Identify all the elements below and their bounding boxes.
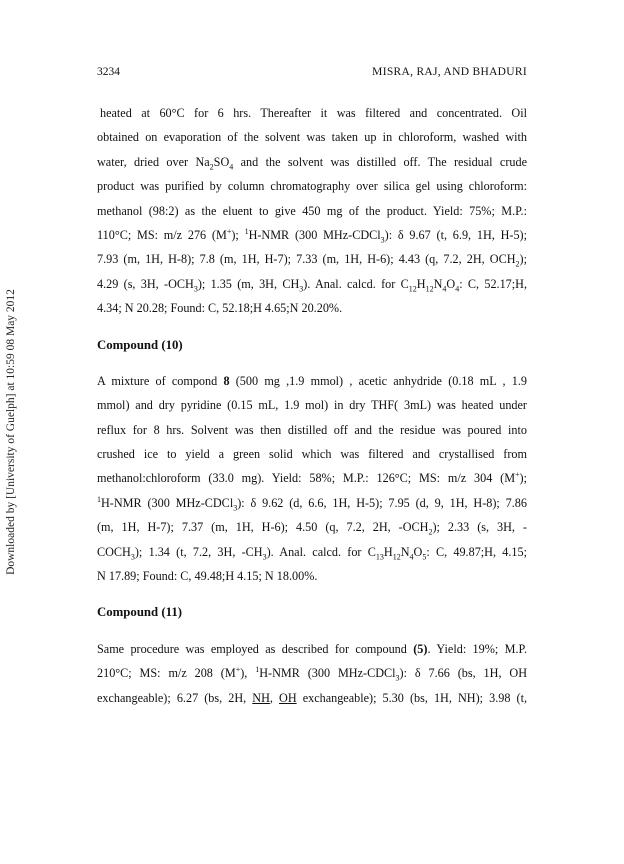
text-line: (m, 1H, H-7); 7.37 (m, 1H, H-6); 4.50 (q, 7.2, 2H, $-OCH_2$); 2.33 (s, 3H, - [97,520,527,537]
text-line: N 17.89; Found: C, 49.48;H 4.15; N 18.00%. [97,569,318,584]
text-line: Same procedure was employed as described for compound (5). Yield: 19%; M.P. [97,641,528,656]
text-line: 4.29 (s, 3H, $-OCH_3$); 1.35 (m, 3H, $CH_3$). Anal. calcd. for $C_{12}H_{12}N_4O_4$: C, 52.17;H, [97,276,528,294]
download-note-text: Downloaded by [University of Guelph] at 10:59 08 May 2012 [5,289,17,575]
section-heading-compound-10: Compound (10) [97,337,183,352]
download-watermark [2,262,20,602]
section-heading-compound-11: Compound (11) [97,605,182,620]
text-line: reflux for 8 hrs. Solvent was then distilled off and the residue was poured into [97,422,527,437]
text-line: obtained on evaporation of the solvent was taken up in chloroform, washed with [97,130,527,145]
text-line: A mixture of compond 8 (500 mg ,1.9 mmol) , acetic anhydride (0.18 mL , 1.9 [97,373,527,388]
text-line: 7.93 (m, 1H, H-8); 7.8 (m, 1H, H-7); 7.33 (m, 1H, H-6); 4.43 (q, 7.2, 2H, $OCH_2$); [97,252,527,269]
text-line: 210°C; MS: m/z 208 (M+), $^1$H-NMR (300 MHz-CDCl$_3$): δ 7.66 (bs, 1H, OH [97,665,527,683]
page-header [97,66,527,82]
page-number: 3234 [97,66,120,78]
text-line: methanol (98:2) as the eluent to give 450 mg of the product. Yield: 75%; M.P.: [97,203,527,218]
text-line: mmol) and dry pyridine (0.15 mL, 1.9 mol) in dry THF( 3mL) was heated under [97,398,527,413]
text-line: exchangeable); 6.27 (bs, 2H, NH, OH exchangeable); 5.30 (bs, 1H, NH); 3.98 (t, [97,690,527,705]
text-line: 110°C; MS: m/z 276 (M+); $^1$H-NMR (300 MHz-CDCl$_3$): δ 9.67 (t, 6.9, 1H, H-5); [97,226,527,245]
text-line: $COCH_3$); 1.34 (t, 7.2, 3H, $-CH_3$). Anal. calcd. for $C_{13}H_{12}N_4O_5$: C, 49.87;H, 4.15; [97,544,527,562]
text-line: 4.34; N 20.28; Found: C, 52.18;H 4.65;N 20.20%. [97,301,343,316]
text-line: water, dried over $Na_2SO_4$ and the solvent was distilled off. The residual crude [97,154,528,172]
text-line: heated at 60°C for 6 hrs. Thereafter it was filtered and concentrated. Oil [100,106,527,120]
text-line: product was purified by column chromatography over silica gel using chloroform: [97,179,527,194]
text-line: crushed ice to yield a green solid which was filtered and crystallised from [97,447,527,462]
running-head: MISRA, RAJ, AND BHADURI [372,66,527,78]
text-line: methanol:chloroform (33.0 mg). Yield: 58%; M.P.: 126°C; MS: m/z 304 (M+); [97,470,527,486]
text-line: $^1$H-NMR (300 MHz-CDCl$_3$): δ 9.62 (d, 6.6, 1H, H-5); 7.95 (d, 9, 1H, H-8); 7.86 [97,494,527,513]
article-body [97,101,527,710]
